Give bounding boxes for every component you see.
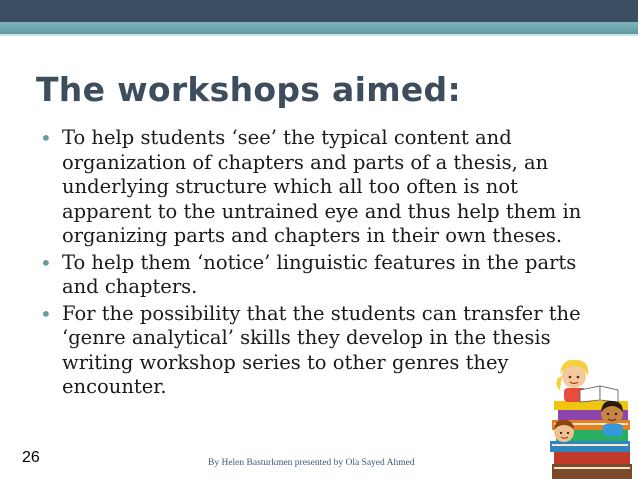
page-number: 26 bbox=[22, 449, 40, 466]
bullet-item bbox=[40, 251, 600, 300]
bullet-item bbox=[40, 302, 600, 400]
bullet-text: To help them ‘notice’ linguistic features in the parts and chapters. bbox=[62, 250, 577, 298]
bullet-icon: • bbox=[40, 126, 52, 150]
header-band-line bbox=[0, 34, 638, 36]
header-band-teal bbox=[0, 22, 638, 34]
bullet-text: For the possibility that the students can transfer the ‘genre analytical’ skills they develop in the thesis writing workshop series to other genres they encounter. bbox=[62, 301, 581, 398]
bullet-text: To help students ‘see’ the typical content and organization of chapters and parts of a thesis, an underlying structure which all too often is not apparent to the untrained eye and thus help them in organizing parts and chapters in their own theses. bbox=[62, 126, 582, 247]
bullet-icon: • bbox=[40, 301, 52, 326]
header-band-dark bbox=[0, 0, 638, 22]
bullet-list bbox=[40, 126, 600, 402]
children-reading-illustration-icon bbox=[540, 346, 638, 479]
slide-title: The workshops aimed: bbox=[36, 70, 461, 109]
footer-credit: By Helen Basturkmen presented by Ola Sayed Ahmed bbox=[208, 458, 415, 468]
bullet-item bbox=[40, 126, 600, 249]
bullet-icon: • bbox=[40, 250, 52, 275]
